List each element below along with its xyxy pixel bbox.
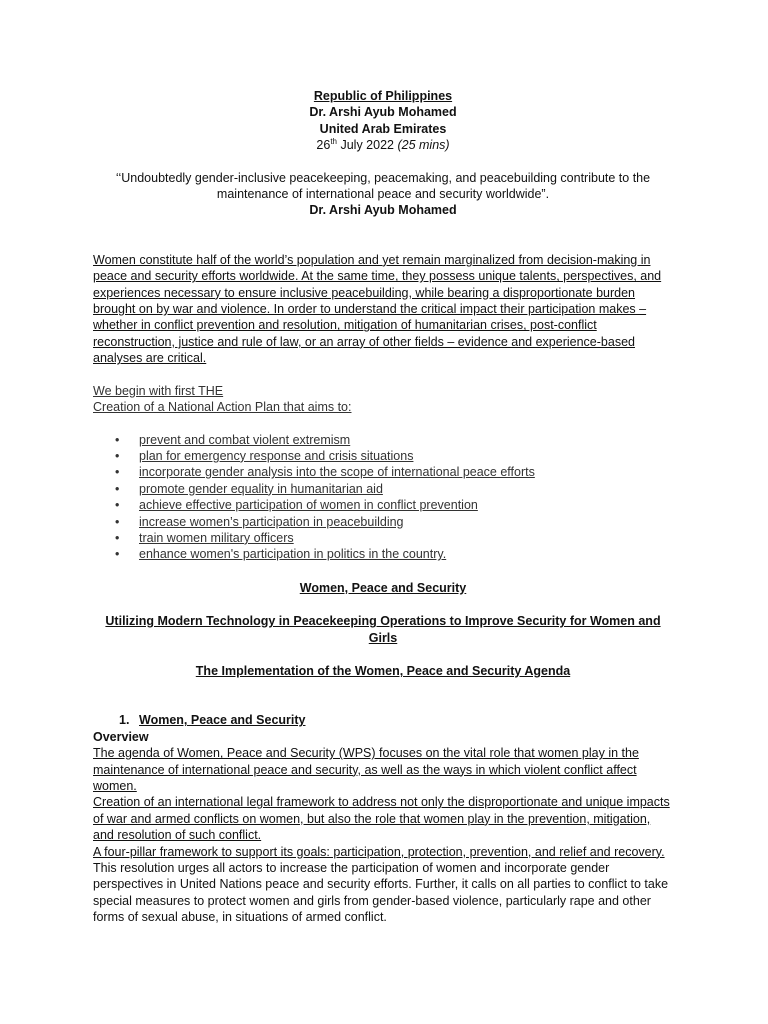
bullet-icon: • xyxy=(115,547,120,562)
header-date xyxy=(93,137,673,153)
bullet-icon: • xyxy=(115,465,120,480)
header-organization: United Arab Emirates xyxy=(319,121,447,136)
section-title-technology: Utilizing Modern Technology in Peacekeeping Operations to Improve Security for Women and Girls xyxy=(105,614,661,645)
aim-text: incorporate gender analysis into the scope of international peace efforts xyxy=(139,465,535,480)
date-suffix: th xyxy=(330,137,337,147)
aim-text: achieve effective participation of women in conflict prevention xyxy=(139,498,478,513)
intro-paragraph: Women constitute half of the world’s population and yet remain marginalized from decision-making in peace and security efforts worldwide. At the same time, they possess unique talents, perspectives, and experiences necessary to ensure inclusive peacebuilding, while bearing a disproportionate burden brought on by war and violence. In order to understand the critical impact their participation makes – whether in conflict prevention and resolution, mitigation of humanitarian crises, post-conflict reconstruction, justice and rule of law, or an array of other fields – evidence and experience-based analyses are critical. xyxy=(93,252,662,366)
section-1-paragraph-3 xyxy=(93,844,673,926)
list-item xyxy=(115,448,673,464)
bullet-icon: • xyxy=(115,498,120,513)
list-item xyxy=(115,432,673,448)
list-item xyxy=(115,481,673,497)
bullet-icon: • xyxy=(115,481,120,496)
list-item xyxy=(115,497,673,513)
bullet-icon: • xyxy=(115,530,120,545)
section-1-paragraph-1: The agenda of Women, Peace and Security (WPS) focuses on the vital role that women play in the maintenance of international peace and security, as well as the ways in which violent conflict affect women. xyxy=(93,746,639,793)
quote-author: Dr. Arshi Ayub Mohamed xyxy=(309,203,457,218)
aims-list xyxy=(93,432,673,563)
section-title-implementation: The Implementation of the Women, Peace and Security Agenda xyxy=(195,663,571,678)
list-item xyxy=(115,464,673,480)
section-1-paragraph-2: Creation of an international legal framework to address not only the disproportionate and unique impacts of war and armed conflicts on women, but also the role that women play in the prevention, mitigation, and resolution of such conflict. xyxy=(93,795,670,843)
begin-block xyxy=(93,383,673,416)
list-item xyxy=(115,530,673,546)
date-rest: July 2022 xyxy=(337,138,398,153)
resolution-text: This resolution urges all actors to increase the participation of women and incorporate gender perspectives in United Nations peace and security efforts. Further, it calls on all parties to conflict to take special measures to protect women and girls from gender-based violence, particularly rape and other forms of sexual abuse, in situations of armed conflict. xyxy=(93,861,669,925)
pillar-framework-text: A four-pillar framework to support its goals: participation, protection, prevention, and relief and recovery. xyxy=(93,844,665,859)
quote-text: ‘‘Undoubtedly gender-inclusive peacekeeping, peacemaking, and peacebuilding contribute to the maintenance of international peace and security worldwide”. xyxy=(115,170,651,202)
aim-text: train women military officers xyxy=(139,530,294,545)
section-1-title: Women, Peace and Security xyxy=(139,713,306,728)
section-1-heading xyxy=(93,712,673,728)
section-1-number: 1. xyxy=(119,713,130,728)
aim-text: plan for emergency response and crisis situations xyxy=(139,448,414,463)
begin-line-2: Creation of a National Action Plan that aims to: xyxy=(93,400,352,415)
section-title-wps: Women, Peace and Security xyxy=(299,580,467,595)
date-duration: (25 mins) xyxy=(397,138,450,153)
document-header xyxy=(93,88,673,137)
bullet-icon: • xyxy=(115,448,120,463)
list-item xyxy=(115,546,673,562)
aim-text: prevent and combat violent extremism xyxy=(139,432,351,447)
list-item xyxy=(115,514,673,530)
header-country: Republic of Philippines xyxy=(313,89,453,103)
begin-line-1: We begin with first THE xyxy=(93,383,224,398)
header-speaker: Dr. Arshi Ayub Mohamed xyxy=(309,105,457,120)
aim-text: enhance women's participation in politics in the country. xyxy=(139,547,447,562)
document-page xyxy=(93,88,673,926)
overview-label: Overview xyxy=(93,729,149,744)
aim-text: promote gender equality in humanitarian aid xyxy=(139,481,383,496)
date-day: 26 xyxy=(316,138,331,153)
aim-text: increase women’s participation in peacebuilding xyxy=(139,514,404,529)
quote-block xyxy=(93,170,673,219)
bullet-icon: • xyxy=(115,432,120,447)
bullet-icon: • xyxy=(115,514,120,529)
